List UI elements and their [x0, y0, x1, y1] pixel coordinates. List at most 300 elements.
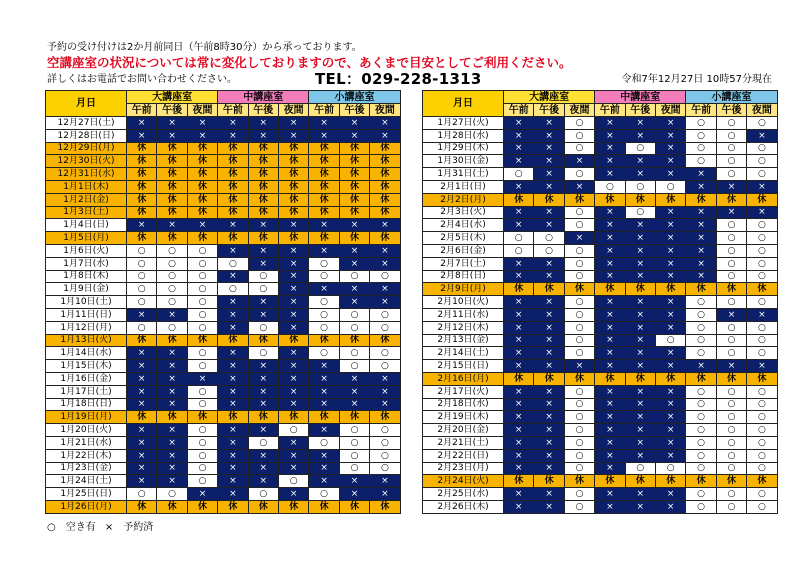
- slot-closed: 休: [534, 475, 564, 488]
- slot-booked: ×: [218, 244, 248, 257]
- slot-booked: ×: [309, 244, 339, 257]
- slot-booked: ×: [595, 155, 625, 168]
- slot-booked: ×: [248, 244, 278, 257]
- slot-available: ○: [747, 385, 777, 398]
- slot-booked: ×: [157, 347, 187, 360]
- slot-booked: ×: [534, 449, 564, 462]
- slot-booked: ×: [625, 219, 655, 232]
- slot-closed: 休: [370, 168, 400, 181]
- table-row: [423, 372, 778, 385]
- slot-booked: ×: [534, 168, 564, 181]
- table-row: [423, 334, 778, 347]
- slot-booked: ×: [625, 257, 655, 270]
- row-date: 2月24日(火): [423, 475, 504, 488]
- slot-booked: ×: [595, 142, 625, 155]
- slot-closed: 休: [248, 168, 278, 181]
- slot-available: ○: [747, 488, 777, 501]
- slot-available: ○: [716, 270, 746, 283]
- period-header: 午後: [339, 104, 369, 117]
- slot-closed: 休: [595, 475, 625, 488]
- table-row: [46, 488, 401, 501]
- period-header: 午前: [595, 104, 625, 117]
- slot-booked: ×: [686, 219, 716, 232]
- table-row: [423, 244, 778, 257]
- slot-booked: ×: [278, 449, 308, 462]
- period-header: 午後: [625, 104, 655, 117]
- slot-available: ○: [127, 257, 157, 270]
- table-row: [46, 232, 401, 245]
- slot-available: ○: [747, 219, 777, 232]
- slot-booked: ×: [278, 129, 308, 142]
- slot-booked: ×: [278, 462, 308, 475]
- slot-booked: ×: [595, 232, 625, 245]
- slot-closed: 休: [127, 142, 157, 155]
- period-header: 午後: [534, 104, 564, 117]
- table-row: [46, 283, 401, 296]
- slot-booked: ×: [218, 436, 248, 449]
- slot-closed: 休: [747, 283, 777, 296]
- slot-closed: 休: [187, 155, 217, 168]
- status-timestamp: 令和7年12月27日 10時57分現在: [621, 74, 772, 85]
- room-header-middle: 中講座室: [218, 91, 309, 104]
- period-header: 午後: [716, 104, 746, 117]
- row-date: 1月2日(金): [46, 193, 127, 206]
- row-date: 1月27日(火): [423, 117, 504, 130]
- slot-booked: ×: [534, 347, 564, 360]
- slot-available: ○: [716, 436, 746, 449]
- row-date: 1月29日(木): [423, 142, 504, 155]
- slot-booked: ×: [504, 347, 534, 360]
- slot-closed: 休: [187, 180, 217, 193]
- table-row: [46, 168, 401, 181]
- table-row: [423, 206, 778, 219]
- slot-available: ○: [747, 500, 777, 513]
- slot-available: ○: [716, 117, 746, 130]
- slot-booked: ×: [504, 219, 534, 232]
- slot-available: ○: [187, 296, 217, 309]
- slot-booked: ×: [504, 308, 534, 321]
- row-date: 1月9日(金): [46, 283, 127, 296]
- room-header-middle: 中講座室: [595, 91, 686, 104]
- slot-booked: ×: [655, 398, 685, 411]
- slot-booked: ×: [339, 372, 369, 385]
- slot-booked: ×: [278, 296, 308, 309]
- slot-booked: ×: [339, 219, 369, 232]
- slot-available: ○: [716, 488, 746, 501]
- slot-booked: ×: [595, 308, 625, 321]
- slot-available: ○: [564, 129, 594, 142]
- slot-booked: ×: [370, 475, 400, 488]
- slot-available: ○: [716, 385, 746, 398]
- slot-closed: 休: [218, 232, 248, 245]
- slot-booked: ×: [339, 283, 369, 296]
- slot-booked: ×: [218, 424, 248, 437]
- slot-available: ○: [339, 360, 369, 373]
- slot-available: ○: [716, 462, 746, 475]
- slot-available: ○: [309, 308, 339, 321]
- slot-booked: ×: [504, 142, 534, 155]
- slot-booked: ×: [595, 296, 625, 309]
- slot-available: ○: [564, 500, 594, 513]
- slot-closed: 休: [595, 193, 625, 206]
- row-date: 2月20日(金): [423, 424, 504, 437]
- room-header-small: 小講座室: [309, 91, 400, 104]
- legend-booked: × 予約済: [104, 522, 154, 533]
- slot-available: ○: [564, 257, 594, 270]
- slot-booked: ×: [248, 296, 278, 309]
- slot-closed: 休: [127, 206, 157, 219]
- slot-available: ○: [127, 270, 157, 283]
- row-date: 1月13日(火): [46, 334, 127, 347]
- slot-booked: ×: [339, 488, 369, 501]
- slot-booked: ×: [534, 411, 564, 424]
- slot-available: ○: [564, 411, 594, 424]
- table-row: [423, 449, 778, 462]
- slot-closed: 休: [157, 180, 187, 193]
- slot-booked: ×: [595, 411, 625, 424]
- slot-closed: 休: [127, 168, 157, 181]
- slot-booked: ×: [534, 488, 564, 501]
- table-row: [46, 308, 401, 321]
- slot-available: ○: [339, 436, 369, 449]
- period-header: 夜間: [655, 104, 685, 117]
- slot-available: ○: [716, 219, 746, 232]
- slot-booked: ×: [655, 296, 685, 309]
- slot-booked: ×: [534, 270, 564, 283]
- slot-available: ○: [309, 347, 339, 360]
- slot-booked: ×: [157, 424, 187, 437]
- slot-booked: ×: [309, 129, 339, 142]
- slot-available: ○: [187, 283, 217, 296]
- slot-booked: ×: [625, 270, 655, 283]
- slot-available: ○: [248, 270, 278, 283]
- table-row: [423, 308, 778, 321]
- slot-available: ○: [370, 449, 400, 462]
- slot-closed: 休: [157, 155, 187, 168]
- period-header: 午前: [218, 104, 248, 117]
- slot-available: ○: [747, 270, 777, 283]
- slot-closed: 休: [716, 372, 746, 385]
- slot-available: ○: [309, 270, 339, 283]
- slot-closed: 休: [339, 168, 369, 181]
- slot-booked: ×: [248, 219, 278, 232]
- slot-booked: ×: [686, 257, 716, 270]
- slot-booked: ×: [655, 142, 685, 155]
- row-date: 2月25日(水): [423, 488, 504, 501]
- slot-booked: ×: [655, 385, 685, 398]
- slot-booked: ×: [534, 321, 564, 334]
- table-row: [46, 398, 401, 411]
- table-row: [423, 168, 778, 181]
- table-row: [46, 117, 401, 130]
- row-date: 2月3日(火): [423, 206, 504, 219]
- slot-booked: ×: [187, 219, 217, 232]
- slot-closed: 休: [686, 475, 716, 488]
- slot-available: ○: [504, 232, 534, 245]
- slot-available: ○: [564, 117, 594, 130]
- slot-booked: ×: [504, 129, 534, 142]
- table-row: [46, 206, 401, 219]
- slot-closed: 休: [655, 283, 685, 296]
- slot-available: ○: [187, 462, 217, 475]
- slot-booked: ×: [595, 117, 625, 130]
- table-row: [46, 193, 401, 206]
- slot-booked: ×: [534, 129, 564, 142]
- slot-booked: ×: [595, 449, 625, 462]
- slot-booked: ×: [595, 219, 625, 232]
- slot-available: ○: [625, 462, 655, 475]
- row-date: 1月5日(月): [46, 232, 127, 245]
- slot-closed: 休: [127, 155, 157, 168]
- slot-closed: 休: [309, 411, 339, 424]
- slot-available: ○: [747, 347, 777, 360]
- room-header-large: 大講座室: [504, 91, 595, 104]
- slot-booked: ×: [504, 411, 534, 424]
- table-row: [46, 424, 401, 437]
- slot-available: ○: [127, 296, 157, 309]
- slot-booked: ×: [339, 296, 369, 309]
- slot-available: ○: [187, 360, 217, 373]
- table-row: [423, 385, 778, 398]
- slot-booked: ×: [127, 398, 157, 411]
- row-date: 2月26日(木): [423, 500, 504, 513]
- legend: [47, 522, 159, 534]
- table-row: [46, 270, 401, 283]
- slot-booked: ×: [625, 155, 655, 168]
- slot-booked: ×: [686, 168, 716, 181]
- slot-booked: ×: [595, 270, 625, 283]
- row-date: 2月12日(木): [423, 321, 504, 334]
- slot-closed: 休: [248, 180, 278, 193]
- slot-booked: ×: [716, 308, 746, 321]
- slot-closed: 休: [309, 500, 339, 513]
- slot-booked: ×: [747, 206, 777, 219]
- period-header: 夜間: [278, 104, 308, 117]
- slot-available: ○: [187, 321, 217, 334]
- slot-booked: ×: [504, 296, 534, 309]
- slot-available: ○: [747, 411, 777, 424]
- slot-booked: ×: [309, 398, 339, 411]
- slot-booked: ×: [157, 449, 187, 462]
- slot-closed: 休: [127, 193, 157, 206]
- slot-available: ○: [686, 398, 716, 411]
- row-date: 2月11日(水): [423, 308, 504, 321]
- slot-available: ○: [747, 155, 777, 168]
- row-date: 2月16日(月): [423, 372, 504, 385]
- slot-available: ○: [564, 436, 594, 449]
- row-date: 1月26日(月): [46, 500, 127, 513]
- phone-number: TEL：029-228-1313: [315, 70, 482, 88]
- slot-closed: 休: [309, 168, 339, 181]
- slot-closed: 休: [655, 193, 685, 206]
- table-row: [423, 475, 778, 488]
- slot-closed: 休: [747, 475, 777, 488]
- slot-booked: ×: [278, 308, 308, 321]
- slot-booked: ×: [686, 206, 716, 219]
- row-date: 2月17日(火): [423, 385, 504, 398]
- slot-booked: ×: [595, 385, 625, 398]
- slot-closed: 休: [309, 232, 339, 245]
- slot-closed: 休: [157, 168, 187, 181]
- slot-booked: ×: [370, 488, 400, 501]
- slot-available: ○: [564, 206, 594, 219]
- row-date: 1月8日(木): [46, 270, 127, 283]
- slot-closed: 休: [686, 193, 716, 206]
- slot-available: ○: [686, 129, 716, 142]
- slot-closed: 休: [278, 180, 308, 193]
- period-header: 夜間: [564, 104, 594, 117]
- slot-available: ○: [278, 475, 308, 488]
- slot-booked: ×: [187, 129, 217, 142]
- period-header: 午後: [248, 104, 278, 117]
- slot-booked: ×: [625, 424, 655, 437]
- slot-booked: ×: [309, 475, 339, 488]
- slot-booked: ×: [127, 129, 157, 142]
- slot-closed: 休: [157, 411, 187, 424]
- slot-booked: ×: [127, 475, 157, 488]
- slot-available: ○: [747, 436, 777, 449]
- slot-closed: 休: [127, 411, 157, 424]
- slot-available: ○: [187, 347, 217, 360]
- slot-booked: ×: [370, 117, 400, 130]
- table-row: [423, 270, 778, 283]
- period-header: 午前: [504, 104, 534, 117]
- row-date: 1月20日(火): [46, 424, 127, 437]
- slot-closed: 休: [218, 180, 248, 193]
- slot-closed: 休: [248, 142, 278, 155]
- slot-available: ○: [370, 347, 400, 360]
- slot-booked: ×: [655, 321, 685, 334]
- slot-closed: 休: [564, 475, 594, 488]
- slot-available: ○: [187, 436, 217, 449]
- table-row: [46, 462, 401, 475]
- slot-available: ○: [686, 500, 716, 513]
- slot-closed: 休: [187, 193, 217, 206]
- slot-booked: ×: [534, 500, 564, 513]
- slot-booked: ×: [248, 360, 278, 373]
- slot-booked: ×: [625, 296, 655, 309]
- slot-available: ○: [716, 500, 746, 513]
- slot-booked: ×: [534, 117, 564, 130]
- slot-available: ○: [534, 244, 564, 257]
- slot-booked: ×: [187, 372, 217, 385]
- slot-booked: ×: [655, 129, 685, 142]
- slot-closed: 休: [716, 283, 746, 296]
- table-row: [46, 142, 401, 155]
- slot-available: ○: [339, 347, 369, 360]
- slot-available: ○: [747, 334, 777, 347]
- slot-closed: 休: [339, 155, 369, 168]
- slot-available: ○: [716, 257, 746, 270]
- slot-available: ○: [157, 488, 187, 501]
- row-date: 12月28日(日): [46, 129, 127, 142]
- slot-available: ○: [747, 168, 777, 181]
- slot-booked: ×: [716, 180, 746, 193]
- slot-booked: ×: [278, 360, 308, 373]
- slot-closed: 休: [339, 180, 369, 193]
- slot-closed: 休: [686, 283, 716, 296]
- slot-closed: 休: [595, 283, 625, 296]
- slot-booked: ×: [127, 347, 157, 360]
- slot-booked: ×: [339, 398, 369, 411]
- slot-available: ○: [716, 411, 746, 424]
- slot-available: ○: [187, 398, 217, 411]
- table-row: [423, 488, 778, 501]
- slot-booked: ×: [339, 385, 369, 398]
- slot-booked: ×: [595, 424, 625, 437]
- slot-closed: 休: [716, 193, 746, 206]
- slot-booked: ×: [157, 475, 187, 488]
- table-row: [46, 411, 401, 424]
- slot-available: ○: [625, 142, 655, 155]
- slot-booked: ×: [218, 488, 248, 501]
- slot-available: ○: [339, 308, 369, 321]
- slot-closed: 休: [278, 232, 308, 245]
- slot-booked: ×: [534, 436, 564, 449]
- slot-available: ○: [686, 347, 716, 360]
- slot-available: ○: [716, 321, 746, 334]
- slot-available: ○: [564, 424, 594, 437]
- slot-booked: ×: [504, 321, 534, 334]
- slot-booked: ×: [534, 257, 564, 270]
- slot-booked: ×: [127, 219, 157, 232]
- table-row: [423, 360, 778, 373]
- slot-closed: 休: [187, 334, 217, 347]
- slot-booked: ×: [595, 347, 625, 360]
- table-row: [423, 462, 778, 475]
- slot-booked: ×: [655, 308, 685, 321]
- slot-booked: ×: [127, 424, 157, 437]
- slot-closed: 休: [370, 193, 400, 206]
- slot-closed: 休: [716, 475, 746, 488]
- row-date: 1月31日(土): [423, 168, 504, 181]
- slot-available: ○: [309, 257, 339, 270]
- slot-closed: 休: [218, 411, 248, 424]
- slot-booked: ×: [534, 206, 564, 219]
- slot-available: ○: [248, 488, 278, 501]
- slot-available: ○: [686, 411, 716, 424]
- slot-available: ○: [187, 449, 217, 462]
- date-column-header: 月日: [46, 91, 127, 117]
- slot-booked: ×: [157, 219, 187, 232]
- slot-booked: ×: [370, 385, 400, 398]
- slot-booked: ×: [595, 500, 625, 513]
- row-date: 2月10日(火): [423, 296, 504, 309]
- slot-closed: 休: [157, 334, 187, 347]
- slot-booked: ×: [504, 360, 534, 373]
- slot-booked: ×: [339, 129, 369, 142]
- slot-available: ○: [370, 424, 400, 437]
- slot-closed: 休: [248, 193, 278, 206]
- slot-booked: ×: [655, 360, 685, 373]
- slot-available: ○: [686, 424, 716, 437]
- slot-closed: 休: [655, 475, 685, 488]
- row-date: 12月30日(火): [46, 155, 127, 168]
- slot-booked: ×: [504, 257, 534, 270]
- slot-closed: 休: [747, 372, 777, 385]
- room-header-large: 大講座室: [127, 91, 218, 104]
- slot-closed: 休: [504, 283, 534, 296]
- slot-booked: ×: [504, 449, 534, 462]
- slot-booked: ×: [309, 360, 339, 373]
- slot-closed: 休: [309, 180, 339, 193]
- slot-available: ○: [187, 244, 217, 257]
- slot-booked: ×: [564, 360, 594, 373]
- slot-booked: ×: [625, 385, 655, 398]
- slot-booked: ×: [686, 270, 716, 283]
- table-row: [423, 398, 778, 411]
- slot-available: ○: [187, 308, 217, 321]
